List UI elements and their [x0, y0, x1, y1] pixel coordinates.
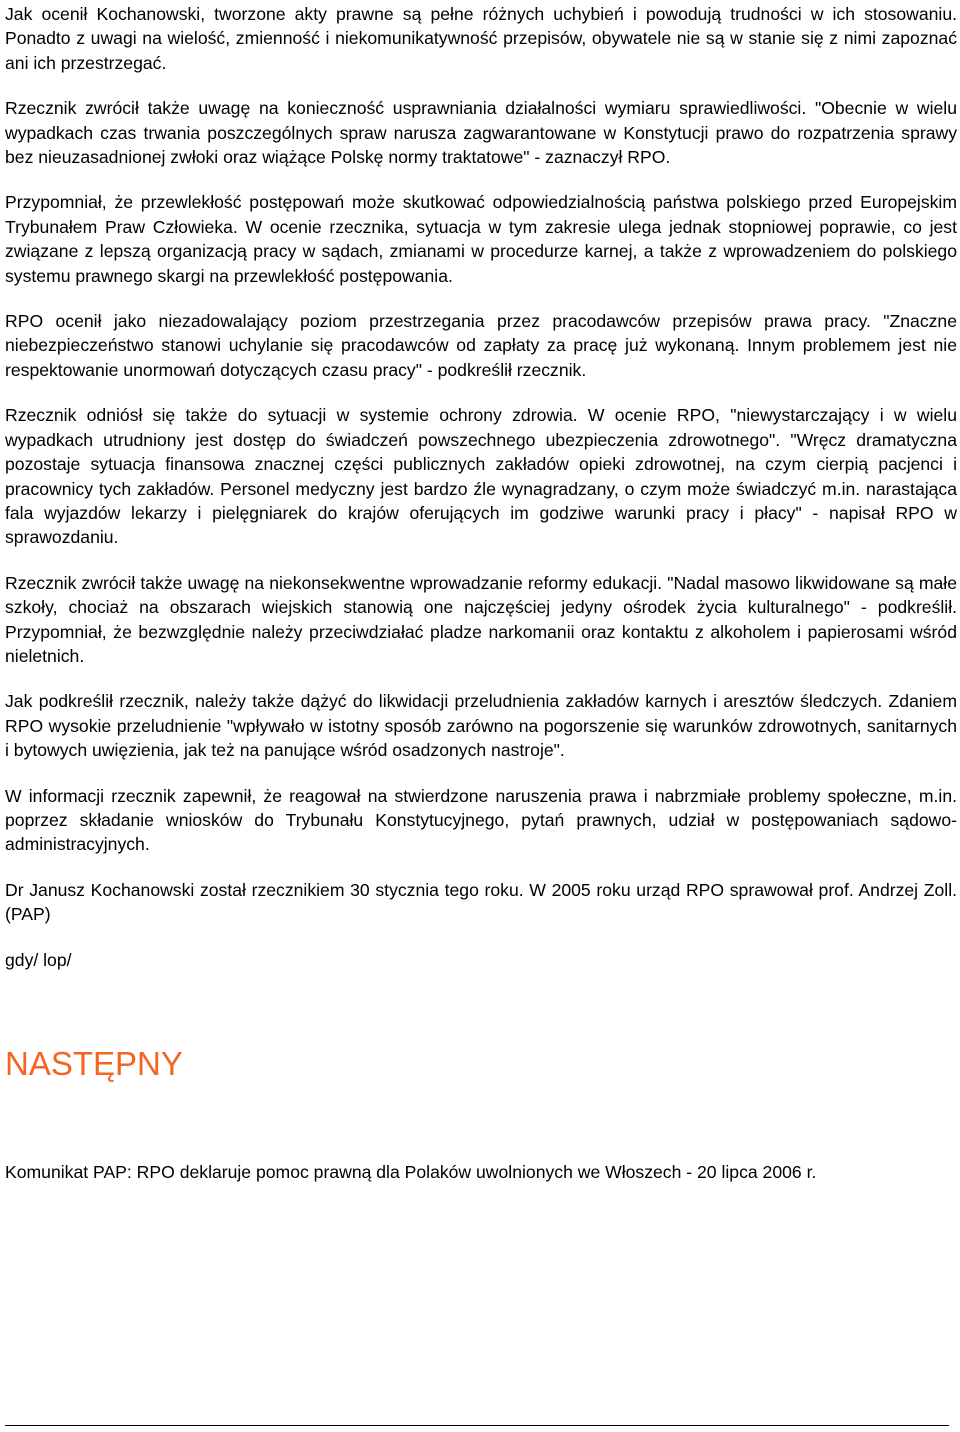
author-initials: gdy/ lop/ — [5, 949, 72, 970]
article-paragraph: Rzecznik zwrócił także uwagę na niekonsekwentne wprowadzanie reformy edukacji. "Nadal masowo likwidowane są małe szkoły, chociaż na obszarach wiejskich stanowią one najczęściej jedyny ośrodek życia kulturalnego" - podkreślił. Przypomniał, że bezwzględnie należy przeciwdziałać pladze narkomanii oraz kontaktu z alkoholem i papierosami wśród nieletnich. — [5, 572, 957, 666]
article-paragraph: Rzecznik zwrócił także uwagę na konieczność usprawniania działalności wymiaru sprawiedliwości. "Obecnie w wielu wypadkach czas trwania poszczególnych spraw narusza zagwarantowane w Konstytucji prawo do rozpatrzenia sprawy bez nieuzasadnionej zwłoki oraz wiążące Polskę normy traktatowe" - zaznaczył RPO. — [5, 98, 957, 168]
article-paragraph: Jak podkreślił rzecznik, należy także dążyć do likwidacji przeludnienia zakładów karnych i aresztów śledczych. Zdaniem RPO wysokie przeludnienie "wpływało w istotny sposób zarówno na pogorszenie się warunków zdrowotnych, sanitarnych i bytowych uwięzienia, jak też na panujące wśród osadzonych nastroje". — [5, 691, 957, 761]
article-paragraph: Jak ocenił Kochanowski, tworzone akty prawne są pełne różnych uchybień i powodują trudności w ich stosowaniu. Ponadto z uwagi na wielość, zmienność i niekomunikatywność przepisów, obywatele nie są w stanie się z nimi zapoznać ani ich przestrzegać. — [5, 4, 957, 73]
article-paragraph: RPO ocenił jako niezadowalający poziom przestrzegania przez pracodawców przepisów prawa pracy. "Znaczne niebezpieczeństwo stanowi uchylanie się pracodawców od zapłaty za pracę już wykonaną. Innym problemem jest nie respektowanie unormowań dotyczących czasu pracy" - podkreślił rzecznik. — [5, 311, 957, 380]
article-paragraph: Przypomniał, że przewlekłość postępowań może skutkować odpowiedzialnością państwa polskiego przed Europejskim Trybunałem Praw Człowieka. W ocenie rzecznika, sytuacja w tym zakresie ulega jednak stopniowej poprawie, co jest związane z lepszą organizacją pracy w sądach, zmianami w procedurze karnej, a także z wprowadzeniem do polskiego systemu prawnego skargi na przewlekłość postępowania. — [5, 192, 957, 286]
article-paragraph: Rzecznik odniósł się także do sytuacji w systemie ochrony zdrowia. W ocenie RPO, "niewystarczający i w wielu wypadkach utrudniony jest dostęp do świadczeń powszechnego ubezpieczenia zdrowotnego". "Wręcz dramatyczna pozostaje sytuacja finansowa znacznej części publicznych zakładów opieki zdrowotnej, na czym cierpią pacjenci i pracownicy tych zakładów. Personel medyczny jest bardzo źle wynagradzany, o czym może świadczyć m.in. narastająca fala wyjazdów lekarzy i pielęgniarek do krajów oferujących im godziwe warunki pracy i płacy" - napisał RPO w sprawozdaniu. — [5, 405, 957, 548]
bottom-divider — [5, 1425, 949, 1426]
article-paragraph: W informacji rzecznik zapewnił, że reagował na stwierdzone naruszenia prawa i nabrzmiałe problemy społeczne, m.in. poprzez składanie wniosków do Trybunału Konstytucyjnego, pytań prawnych, udział w postępowaniach sądowo-administracyjnych. — [5, 785, 957, 855]
article-body — [5, 0, 957, 1184]
article-paragraph: Dr Janusz Kochanowski został rzecznikiem 30 stycznia tego roku. W 2005 roku urząd RPO sprawował prof. Andrzej Zoll. (PAP) — [5, 879, 957, 925]
related-article-link[interactable]: Komunikat PAP: RPO deklaruje pomoc prawną dla Polaków uwolnionych we Włoszech - 20 lipca 2006 r. — [5, 1162, 817, 1182]
next-article-link[interactable]: NASTĘPNY — [5, 1045, 183, 1082]
